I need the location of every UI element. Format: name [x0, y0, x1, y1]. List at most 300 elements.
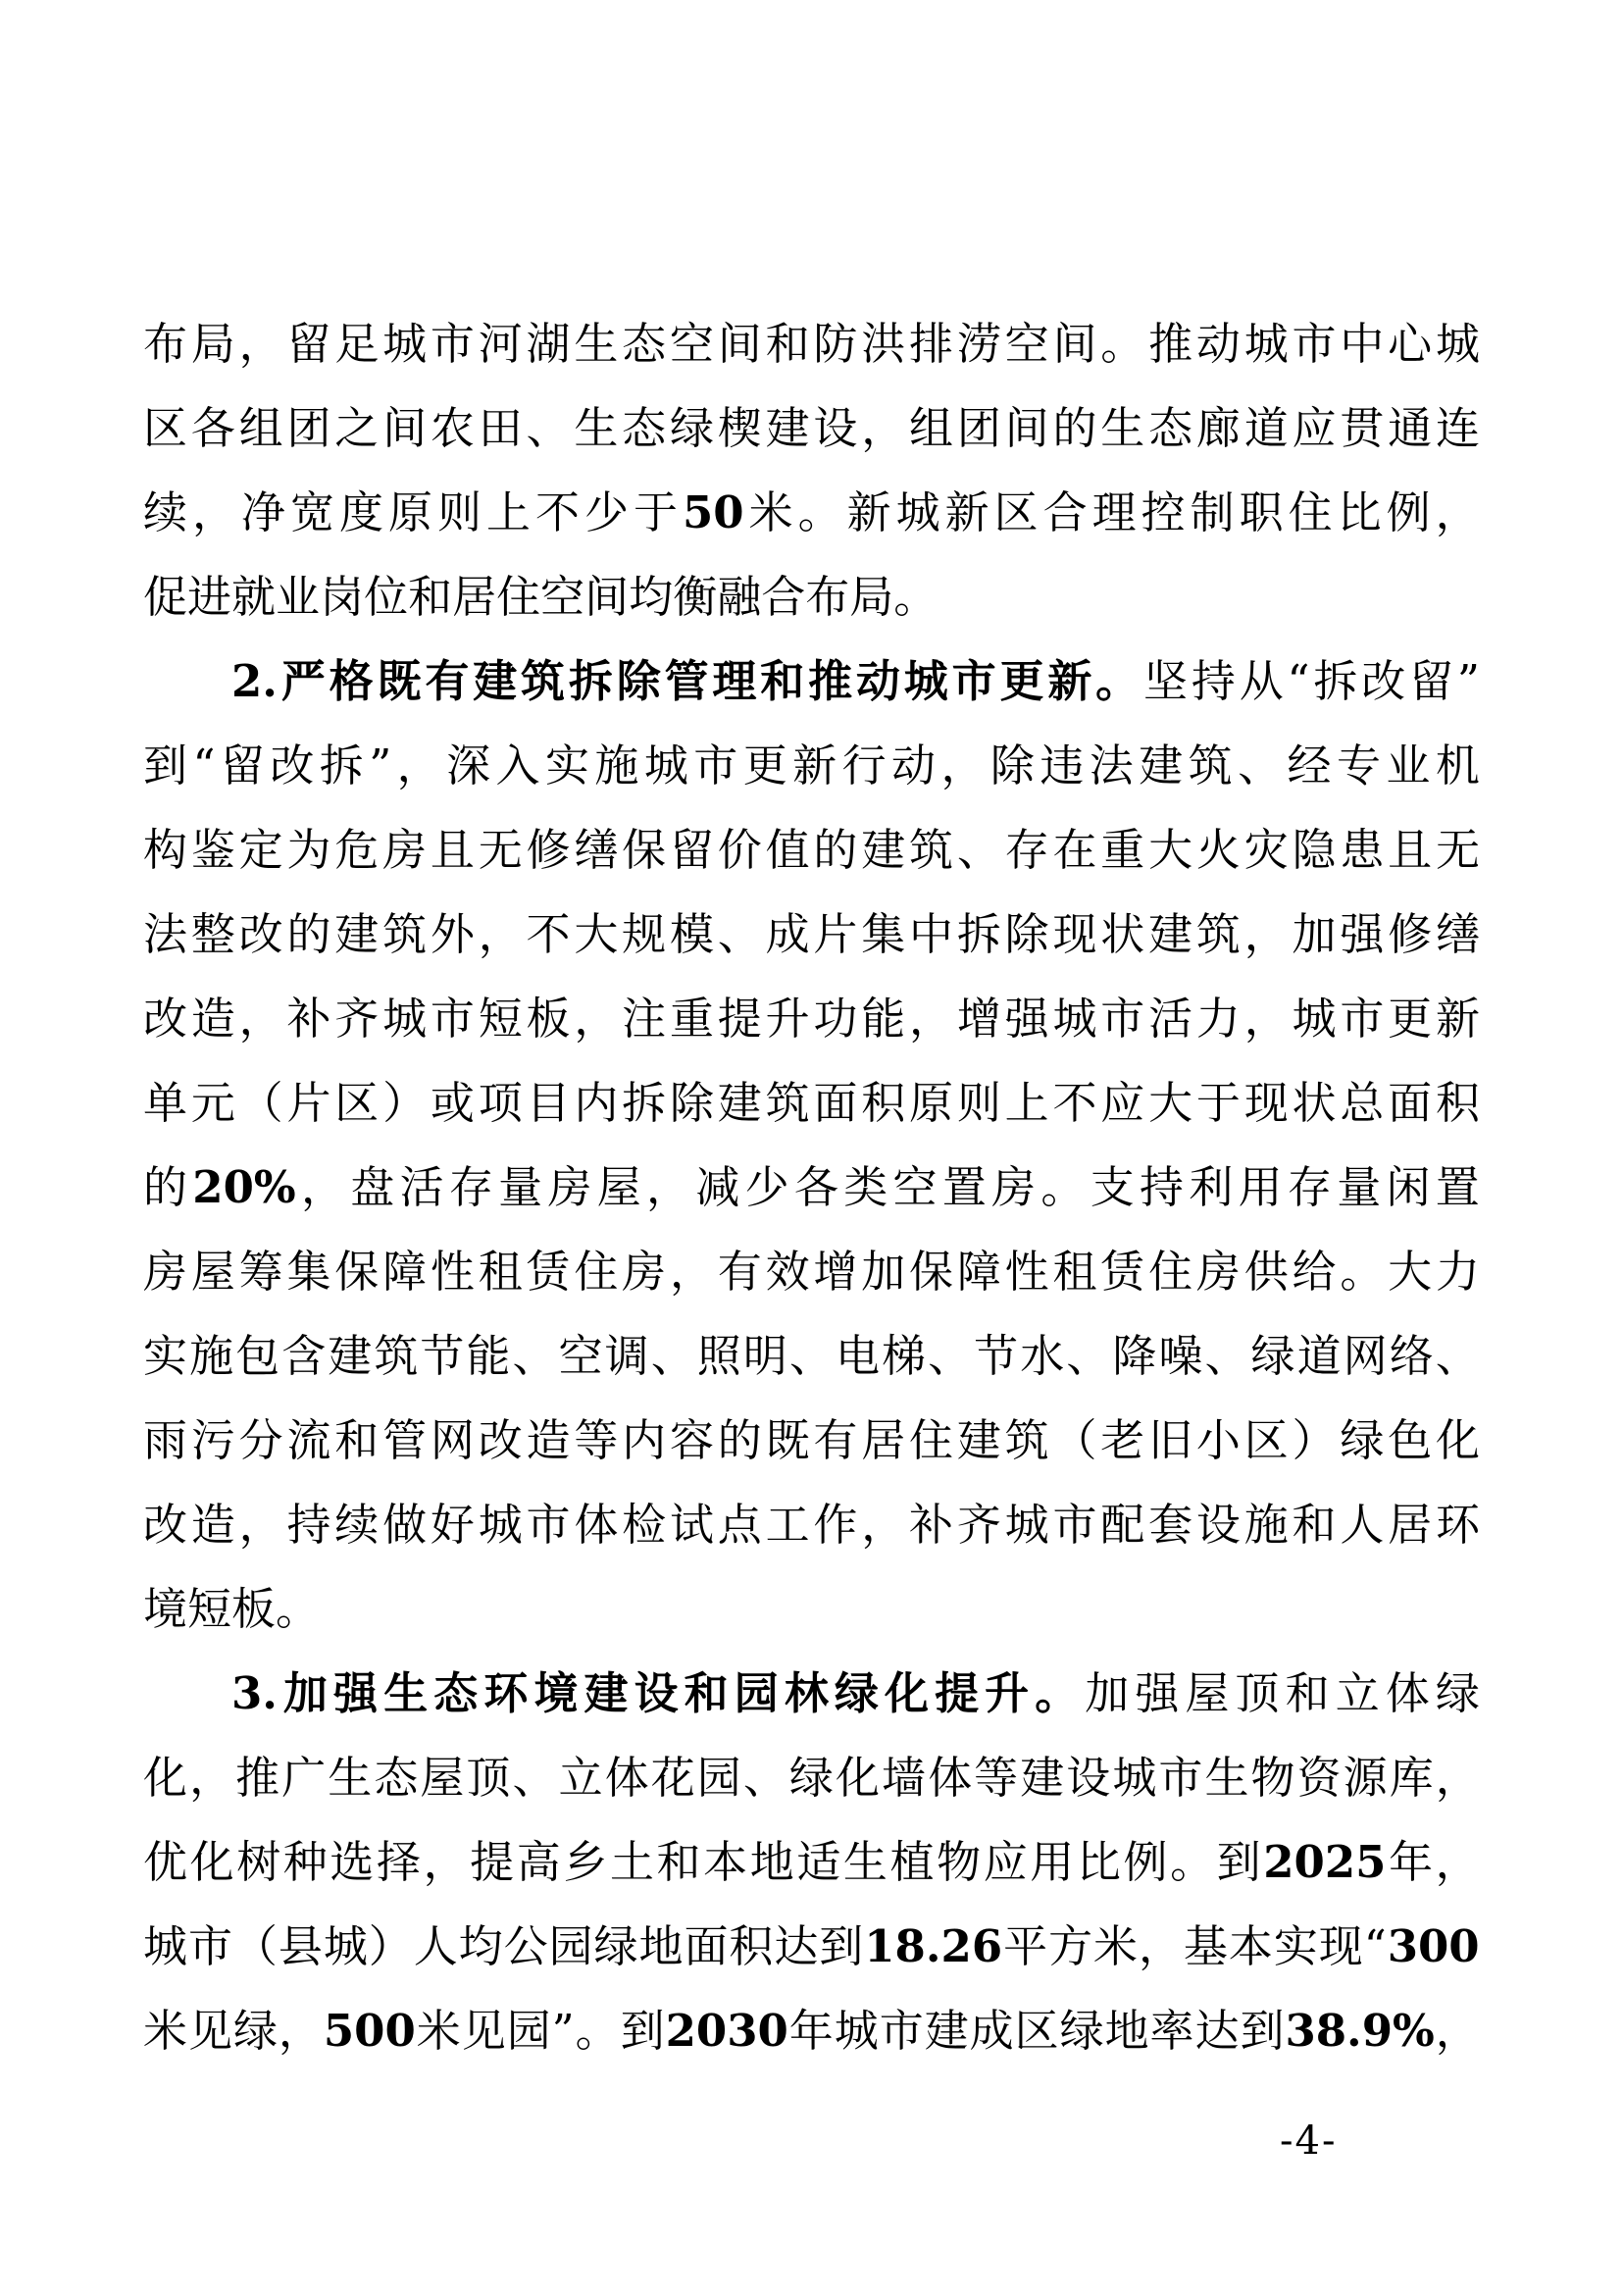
text-token: 城	[323, 1919, 368, 1972]
text-token: 作	[813, 1498, 858, 1551]
text-token: 障	[382, 1245, 428, 1298]
text-token: 环	[1435, 1498, 1480, 1551]
text-token: 新	[846, 485, 891, 538]
text-token: 空	[669, 317, 714, 370]
text-token: 或	[430, 1076, 475, 1129]
text-token: 平	[1003, 1919, 1048, 1972]
text-token: 居	[452, 570, 497, 623]
text-token: 建	[765, 401, 810, 454]
text-token: 高	[516, 1835, 561, 1888]
text-token: 水	[1020, 1329, 1065, 1382]
text-token: 、	[1435, 1329, 1480, 1382]
text-token: 生	[383, 1666, 429, 1719]
text-token: 顶	[466, 1751, 511, 1804]
text-token: 存	[448, 1160, 493, 1213]
text-token: ，	[189, 1751, 234, 1804]
text-token: 米	[1093, 1919, 1139, 1972]
text-token: 300	[1387, 1919, 1480, 1972]
text-token: 支	[1090, 1160, 1135, 1213]
text-token: 立	[1335, 1666, 1380, 1719]
text-token: 整	[190, 907, 235, 960]
text-token: 上	[1004, 1076, 1049, 1129]
text-token: 县	[278, 1919, 323, 1972]
text-token: 城	[1292, 992, 1337, 1045]
text-token: 市	[526, 1498, 571, 1551]
text-token: 布	[143, 317, 188, 370]
text-token: 之	[334, 401, 380, 454]
text-token: 能	[466, 1329, 511, 1382]
text-token: 大	[1388, 1245, 1433, 1298]
text-token: 住	[1148, 1245, 1193, 1298]
text-token: 和	[408, 570, 453, 623]
text-line	[143, 470, 1480, 554]
text-token: 。	[893, 570, 938, 623]
text-token: 用	[1238, 1160, 1283, 1213]
text-token: 城	[143, 1919, 188, 1972]
text-token: 的	[813, 823, 858, 876]
text-token: 租	[478, 1245, 523, 1298]
text-token: 内	[574, 1076, 619, 1129]
text-token: 。	[1095, 654, 1141, 707]
text-token: 持	[1140, 1160, 1185, 1213]
text-token: 园	[734, 1666, 779, 1719]
text-token: 城	[1052, 992, 1097, 1045]
text-token: 动	[891, 739, 937, 791]
text-token: 间	[717, 317, 762, 370]
text-token: 境	[143, 1582, 188, 1635]
text-token: 且	[430, 823, 475, 876]
text-token: 市	[951, 654, 996, 707]
text-token: 空	[558, 1329, 603, 1382]
text-token: 构	[143, 823, 188, 876]
text-token: 区	[1014, 2004, 1059, 2057]
text-line	[143, 1482, 1480, 1566]
text-token: （	[232, 1919, 278, 1972]
text-token: 节	[974, 1329, 1019, 1382]
text-token: 绿	[788, 1751, 834, 1804]
text-token: 火	[1195, 823, 1241, 876]
text-token: 绿	[1059, 2004, 1104, 2057]
text-token: 和	[1292, 1498, 1337, 1551]
text-token: 筑	[1004, 1413, 1049, 1466]
text-token: 定	[238, 823, 283, 876]
text-token: 建	[861, 823, 906, 876]
text-token: 局	[849, 570, 894, 623]
text-token: 补	[286, 992, 331, 1045]
text-token: 缮	[574, 823, 619, 876]
text-token: 更	[999, 654, 1044, 707]
text-token: 湖	[526, 317, 571, 370]
text-token: 住	[496, 570, 541, 623]
text-token: 达	[1194, 2004, 1240, 2057]
text-token: 应	[983, 1835, 1028, 1888]
text-token: 加	[1085, 1666, 1130, 1719]
text-token: 供	[1243, 1245, 1289, 1298]
text-token: ，	[1138, 1919, 1183, 1972]
text-token: 于	[634, 485, 679, 538]
text-token: 则	[437, 485, 482, 538]
text-token: 种	[282, 1835, 328, 1888]
text-token: ，	[861, 1498, 906, 1551]
text-token: 绿	[1250, 1329, 1295, 1382]
text-token: 置	[941, 1160, 987, 1213]
text-token: 性	[430, 1245, 475, 1298]
text-token: ，	[478, 907, 523, 960]
text-token: 新	[1047, 654, 1092, 707]
text-token: 成	[969, 2004, 1014, 2057]
text-token: 能	[861, 992, 906, 1045]
text-line	[143, 723, 1480, 807]
text-token: 房	[991, 1160, 1037, 1213]
text-token: 38.9%	[1285, 2004, 1435, 2057]
text-token: 资	[1296, 1751, 1342, 1804]
text-token: 容	[669, 1413, 714, 1466]
text-token: 改	[238, 907, 283, 960]
text-token: 少	[744, 1160, 789, 1213]
text-token: 在	[1052, 823, 1097, 876]
text-token: 楔	[717, 401, 762, 454]
text-token: 植	[889, 1835, 935, 1888]
text-token: 。	[1100, 317, 1145, 370]
text-token: 和	[765, 317, 810, 370]
text-token: 持	[1191, 654, 1236, 707]
text-token: 管	[382, 1413, 428, 1466]
text-token: 含	[281, 1329, 327, 1382]
text-token: 宽	[290, 485, 335, 538]
text-token: 实	[544, 739, 589, 791]
text-token: 土	[609, 1835, 654, 1888]
text-token: 原	[388, 485, 433, 538]
text-token: 短	[187, 1582, 232, 1635]
text-token: 墙	[882, 1751, 927, 1804]
text-token: 岗	[320, 570, 365, 623]
text-token: 例	[1123, 1835, 1168, 1888]
text-token: 状	[1100, 907, 1145, 960]
text-token: 建	[334, 907, 380, 960]
text-token: 组	[238, 401, 283, 454]
text-token: 住	[909, 1413, 954, 1466]
text-token: 无	[1435, 823, 1480, 876]
text-token: 有	[717, 1245, 762, 1298]
text-token: 各	[793, 1160, 838, 1213]
text-token: 房	[1195, 1245, 1241, 1298]
text-token: ）	[1292, 1413, 1337, 1466]
text-token: 电	[835, 1329, 880, 1382]
text-token: 既	[377, 654, 422, 707]
text-token: ，	[1435, 2004, 1480, 2057]
text-token: 建	[924, 2004, 969, 2057]
text-token: 50	[683, 485, 744, 538]
text-token: 均	[458, 1919, 503, 1972]
text-token: 、	[788, 1329, 834, 1382]
text-token: 制	[1190, 485, 1235, 538]
text-line	[143, 1735, 1480, 1819]
text-token: 居	[1388, 1498, 1433, 1551]
text-token: 间	[382, 401, 428, 454]
text-token: 新	[792, 739, 837, 791]
text-token: 缮	[1435, 907, 1480, 960]
text-token: ，	[238, 1498, 283, 1551]
text-token: 赁	[526, 1245, 571, 1298]
text-token: 见	[187, 2004, 232, 2057]
text-token: 防	[813, 317, 858, 370]
text-token: 功	[813, 992, 858, 1045]
text-token: 于	[1195, 1076, 1241, 1129]
text-token: “	[1287, 654, 1310, 707]
text-token: 施	[1243, 1498, 1289, 1551]
text-token: 大	[1148, 1076, 1193, 1129]
text-token: 率	[1149, 2004, 1194, 2057]
text-token: （	[1052, 1413, 1097, 1466]
text-token: 现	[1052, 907, 1097, 960]
text-token: 板	[231, 1582, 277, 1635]
text-token: 续	[143, 485, 188, 538]
text-token: 筑	[521, 654, 566, 707]
text-token: 间	[1052, 317, 1097, 370]
text-token: 套	[1148, 1498, 1193, 1551]
text-token: 理	[712, 654, 757, 707]
text-token: 屋	[1185, 1666, 1230, 1719]
text-token: 河	[478, 317, 523, 370]
text-token: 施	[189, 1329, 234, 1382]
text-token: 空	[540, 570, 585, 623]
text-token: ，	[1243, 907, 1289, 960]
text-token: 城	[895, 485, 940, 538]
text-token: 房	[547, 1160, 592, 1213]
text-token: 建	[328, 1329, 373, 1382]
text-token: 试	[669, 1498, 714, 1551]
text-token: 态	[622, 317, 667, 370]
text-token: 总	[1340, 1076, 1385, 1129]
text-token: ，	[238, 992, 283, 1045]
text-token: 推	[808, 654, 853, 707]
text-token: 老	[1100, 1413, 1145, 1466]
text-token: 、	[650, 1329, 695, 1382]
text-token: 区	[334, 1076, 380, 1129]
text-token: 强	[1340, 907, 1385, 960]
text-token: 排	[909, 317, 954, 370]
text-token: 比	[1337, 485, 1382, 538]
text-line	[143, 1988, 1480, 2072]
text-token: 节	[420, 1329, 465, 1382]
text-token: 实	[143, 1329, 188, 1382]
text-line	[143, 1313, 1480, 1398]
text-token: 筑	[909, 823, 954, 876]
text-token: 廊	[1195, 401, 1241, 454]
text-token: 应	[1100, 1076, 1145, 1129]
text-token: 存	[1287, 1160, 1332, 1213]
text-token: 、	[928, 1329, 973, 1382]
text-token: 留	[220, 739, 265, 791]
text-token: 推	[235, 1751, 280, 1804]
text-token: 留	[1409, 654, 1454, 707]
text-token: 、	[1238, 739, 1283, 791]
text-token: 绿	[1340, 1413, 1385, 1466]
text-token: 业	[276, 570, 321, 623]
text-token: 大	[574, 907, 619, 960]
text-token: 米	[748, 485, 793, 538]
text-token: 色	[1388, 1413, 1433, 1466]
text-token: 例	[1386, 485, 1431, 538]
text-token: 立	[558, 1751, 603, 1804]
text-token: ，	[669, 1245, 714, 1298]
text-token: ）	[382, 1076, 428, 1129]
text-token: 市	[1052, 1498, 1097, 1551]
text-token: 到	[1240, 2004, 1285, 2057]
text-token: 鉴	[190, 823, 235, 876]
text-token: 和	[334, 1413, 380, 1466]
text-token: 到	[1216, 1835, 1261, 1888]
text-token: 林	[784, 1666, 829, 1719]
text-token: 减	[695, 1160, 740, 1213]
text-token: 布	[805, 570, 850, 623]
text-line	[143, 1398, 1480, 1482]
text-token: 理	[1091, 485, 1137, 538]
text-token: 设	[813, 401, 858, 454]
text-token: 量	[498, 1160, 543, 1213]
text-token: 拆	[319, 739, 364, 791]
text-token: 筑	[382, 907, 428, 960]
text-token: 违	[1040, 739, 1085, 791]
text-token: 给	[1292, 1245, 1337, 1298]
text-token: 城	[643, 739, 688, 791]
text-token: 。	[1040, 1160, 1086, 1213]
text-token: 动	[1195, 317, 1241, 370]
text-token: 化	[189, 1835, 234, 1888]
text-token: 筑	[1195, 907, 1241, 960]
text-token: ）	[368, 1919, 413, 1972]
text-token: 、	[526, 401, 571, 454]
text-token: 心	[1388, 317, 1433, 370]
text-token: ，	[192, 485, 237, 538]
text-token: 坚	[1143, 654, 1189, 707]
text-token: 市	[879, 2004, 924, 2057]
text-token: 建	[1139, 739, 1184, 791]
text-token: （	[238, 1076, 283, 1129]
text-token: ”	[1456, 654, 1480, 707]
text-token: 隐	[1292, 823, 1337, 876]
text-token: 屋	[420, 1751, 465, 1804]
text-token: 生	[842, 1835, 888, 1888]
text-token: 顶	[1235, 1666, 1280, 1719]
text-line	[143, 976, 1480, 1060]
text-token: 年	[1389, 1835, 1434, 1888]
text-token: 积	[861, 1076, 906, 1129]
text-token: 流	[286, 1413, 331, 1466]
text-token: 建	[956, 1413, 1001, 1466]
text-token: 道	[1243, 401, 1289, 454]
text-token: 拆	[568, 654, 613, 707]
text-token: 加	[1292, 907, 1337, 960]
text-token: 项	[478, 1076, 523, 1129]
text-token: 均	[629, 570, 674, 623]
text-token: 2.	[231, 654, 278, 707]
text-token: 园	[506, 2004, 551, 2057]
text-token: “	[1363, 1919, 1387, 1972]
text-token: 合	[1042, 485, 1088, 538]
text-token: 化	[143, 1751, 188, 1804]
text-token: 工	[765, 1498, 810, 1551]
text-token: 空	[892, 1160, 938, 1213]
text-token: 涝	[956, 317, 1001, 370]
text-token: 积	[729, 1919, 774, 1972]
text-token: 、	[742, 1751, 787, 1804]
text-token: 体	[574, 1498, 619, 1551]
text-token: 米	[143, 2004, 188, 2057]
text-token: 深	[446, 739, 491, 791]
text-token: 板	[526, 992, 571, 1045]
text-token: 地	[1104, 2004, 1149, 2057]
text-token: 量	[1337, 1160, 1382, 1213]
text-token: 设	[634, 1666, 679, 1719]
text-token: 和	[656, 1835, 701, 1888]
text-token: 乡	[563, 1835, 608, 1888]
text-token: 筑	[765, 1076, 810, 1129]
text-token: 现	[1318, 1919, 1363, 1972]
text-token: 新	[1435, 992, 1480, 1045]
text-token: 设	[1195, 1498, 1241, 1551]
text-token: 态	[622, 401, 667, 454]
text-token: 强	[1004, 992, 1049, 1045]
text-token: 等	[574, 1413, 619, 1466]
text-token: 位	[364, 570, 409, 623]
text-token: 市	[430, 992, 475, 1045]
text-token: 面	[813, 1076, 858, 1129]
text-line	[143, 385, 1480, 470]
text-token: 城	[1112, 1751, 1157, 1804]
text-token: 。	[575, 2004, 620, 2057]
text-token: 齐	[334, 992, 380, 1045]
text-token: 注	[622, 992, 667, 1045]
text-token: 面	[684, 1919, 729, 1972]
text-token: 重	[669, 992, 714, 1045]
text-token: 米	[416, 2004, 461, 2057]
text-token: 污	[190, 1413, 235, 1466]
text-token: 融	[717, 570, 762, 623]
text-token: 筑	[1188, 739, 1233, 791]
text-token: 建	[717, 1076, 762, 1129]
text-token: 点	[717, 1498, 762, 1551]
text-token: 好	[430, 1498, 475, 1551]
text-token: 法	[1089, 739, 1134, 791]
text-token: 化	[884, 1666, 929, 1719]
text-token: 城	[382, 317, 428, 370]
text-token: 存	[1004, 823, 1049, 876]
text-token: ，	[646, 1160, 691, 1213]
text-token: 体	[1385, 1666, 1430, 1719]
text-token: 动	[855, 654, 900, 707]
text-token: 短	[478, 992, 523, 1045]
text-token: 比	[1076, 1835, 1121, 1888]
text-token: 保	[622, 823, 667, 876]
text-token: 态	[433, 1666, 479, 1719]
text-token: ”	[369, 739, 392, 791]
text-token: 市	[693, 739, 738, 791]
text-token: 和	[684, 1666, 729, 1719]
text-token: 的	[286, 907, 331, 960]
text-token: 成	[765, 907, 810, 960]
text-token: 元	[190, 1076, 235, 1129]
text-token: 小	[1195, 1413, 1241, 1466]
text-token: ，	[940, 739, 986, 791]
text-line	[143, 1566, 1480, 1651]
text-token: 各	[190, 401, 235, 454]
text-token: 建	[1148, 907, 1193, 960]
text-token: 市	[187, 1919, 232, 1972]
text-token: 除	[669, 1076, 714, 1129]
text-token: 积	[1435, 1076, 1480, 1129]
text-token: 基	[1183, 1919, 1228, 1972]
